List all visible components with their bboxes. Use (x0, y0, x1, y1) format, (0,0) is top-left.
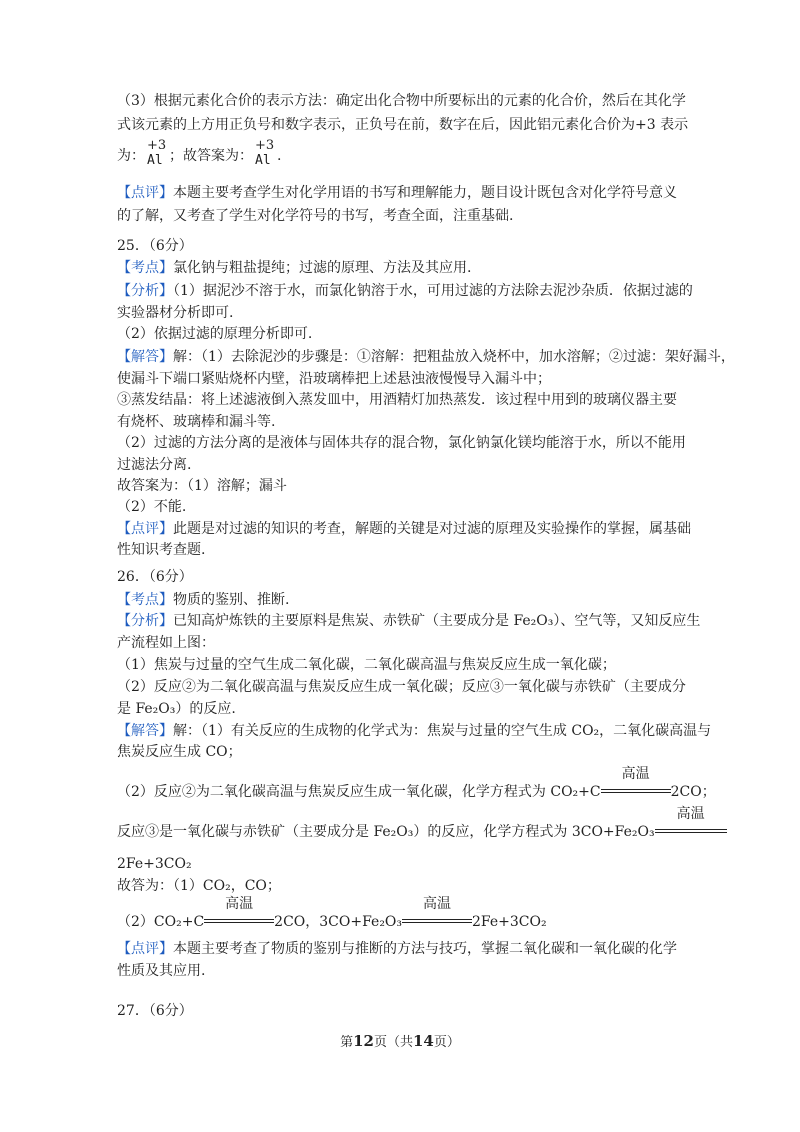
text-line: 是 Fe₂O₃）的反应. (117, 701, 236, 717)
page-number: 12 (353, 1032, 374, 1050)
high-temp-equals (402, 896, 472, 926)
text-line: 2Fe+3CO₂ (117, 856, 192, 872)
text-line: （2）过滤的方法分离的是液体与固体共存的混合物，氯化钠氯化镁均能溶于水，所以不能用 (117, 435, 686, 451)
footer-text: 第 (340, 1035, 354, 1050)
text-line: 性质及其应用. (117, 963, 206, 979)
jieda-tag: 【解答】 (117, 723, 173, 739)
text: 物质的鉴别、推断. (173, 592, 290, 608)
text: （1）据泥沙不溶于水，而氯化钠溶于水，可用过滤的方法除去泥沙杂质．依据过滤的 (173, 283, 693, 299)
text: 解：（1）有关反应的生成物的化学式为：焦炭与过量的空气生成 CO₂，二氧化碳高温与 (173, 723, 712, 739)
text: 2CO； (670, 784, 716, 800)
text-line: 的了解，又考查了学生对化学符号的书写，考查全面，注重基础. (117, 208, 514, 224)
text: 本题主要考查了物质的鉴别与推断的方法与技巧，掌握二氧化碳和一氧化碳的化学 (173, 941, 677, 957)
text-line: （3）根据元素化合价的表示方法：确定出化合物中所要标出的元素的化合价，然后在其化学 (117, 93, 686, 109)
text-line: 过滤法分离. (117, 457, 192, 473)
text-line: （2）反应②为二氧化碳高温与焦炭反应生成一氧化碳；反应③一氧化碳与赤铁矿（主要成分 (117, 679, 686, 695)
double-bar (655, 829, 727, 833)
text: 解：（1）去除泥沙的步骤是：①溶解：把粗盐放入烧杯中，加水溶解；②过滤：架好漏斗， (173, 349, 735, 365)
text: 此题是对过滤的知识的考查，解题的关键是对过滤的原理及实验操作的掌握，属基础 (173, 521, 691, 537)
text: 为： (117, 148, 145, 164)
text-line (117, 591, 289, 609)
text-line (117, 940, 677, 958)
high-temp-equals (204, 896, 274, 926)
text: . (277, 148, 282, 164)
text: ；故答案为： (169, 148, 253, 164)
text-line: 使漏斗下端口紧贴烧杯内壁，沿玻璃棒把上述悬浊液慢慢导入漏斗中； (117, 371, 551, 387)
equation-line (117, 806, 727, 841)
element: Al (255, 153, 271, 168)
high-temp-equals (655, 806, 727, 836)
review-tag: 【点评】 (117, 941, 173, 957)
text: 本题主要考查学生对化学用语的书写和理解能力，题目设计既包含对化学符号意义 (173, 185, 677, 201)
text-line: （1）焦炭与过量的空气生成二氧化碳，二氧化碳高温与焦炭反应生成一氧化碳； (117, 657, 616, 673)
footer-text: 页（共 (373, 1035, 413, 1050)
equation-line (117, 766, 716, 801)
condition-label: 高温 (423, 896, 452, 912)
text-line (117, 348, 735, 366)
text-line (117, 184, 677, 202)
valence: +3 (147, 138, 167, 153)
text-line: 实验器材分析即可. (117, 305, 234, 321)
text: 已知高炉炼铁的主要原料是焦炭、赤铁矿（主要成分是 Fe₂O₃）、空气等，又知反应生 (173, 613, 701, 629)
review-tag: 【点评】 (117, 521, 173, 537)
question-title: 25．（6分） (117, 238, 193, 254)
page-footer (0, 1031, 800, 1050)
double-bar (601, 789, 671, 793)
condition-label: 高温 (225, 896, 254, 912)
valence-notation (253, 138, 277, 168)
double-bar (204, 919, 274, 923)
element: Al (147, 153, 163, 168)
text-line: 焦炭反应生成 CO； (117, 744, 242, 760)
text: 氯化钠与粗盐提纯；过滤的原理、方法及其应用. (173, 260, 472, 276)
text-line: ③蒸发结晶：将上述滤液倒入蒸发皿中，用酒精灯加热蒸发．该过程中用到的玻璃仪器主要 (117, 392, 677, 408)
text-line: 有烧杯、玻璃棒和漏斗等. (117, 414, 276, 430)
kaodian-tag: 【考点】 (117, 260, 173, 276)
condition-label: 高温 (621, 766, 650, 782)
text: （2）反应②为二氧化碳高温与焦炭反应生成一氧化碳，化学方程式为 CO₂+C (117, 784, 601, 800)
jieda-tag: 【解答】 (117, 349, 173, 365)
text-line (117, 520, 691, 538)
question-title: 27．（6分） (117, 1003, 193, 1019)
text-line (117, 259, 471, 277)
total-pages: 14 (413, 1032, 434, 1050)
text-line: 性知识考查题. (117, 542, 206, 558)
text-line: （2）不能. (117, 499, 187, 515)
text-line: 故答案为：（1）溶解；漏斗 (117, 478, 287, 494)
question-title: 26．（6分） (117, 569, 193, 585)
text-line: 故答为：（1）CO₂，CO； (117, 878, 281, 894)
text-line (117, 138, 282, 168)
text-line (117, 722, 711, 740)
review-tag: 【点评】 (117, 185, 173, 201)
fenxi-tag: 【分析】 (117, 283, 173, 299)
footer-text: 页） (433, 1035, 460, 1050)
double-bar (402, 919, 472, 923)
text-line: （2）依据过滤的原理分析即可. (117, 326, 313, 342)
text: （2）CO₂+C (117, 914, 205, 930)
text-line: 式该元素的上方用正负号和数字表示，正负号在前，数字在后，因此铝元素化合价为+3 表示 (117, 117, 689, 133)
text-line (117, 612, 700, 630)
valence-notation (145, 138, 169, 168)
text: 2CO，3CO+Fe₂O₃ (274, 914, 403, 930)
condition-label: 高温 (676, 806, 705, 822)
text-line (117, 282, 693, 300)
text: 反应③是一氧化碳与赤铁矿（主要成分是 Fe₂O₃）的反应，化学方程式为 3CO+Fe₂O₃ (117, 824, 655, 840)
text-line: 产流程如上图： (117, 635, 215, 651)
equation-line (117, 896, 547, 931)
text: 2Fe+3CO₂ (472, 914, 547, 930)
kaodian-tag: 【考点】 (117, 592, 173, 608)
high-temp-equals (601, 766, 671, 796)
fenxi-tag: 【分析】 (117, 613, 173, 629)
valence: +3 (255, 138, 275, 153)
